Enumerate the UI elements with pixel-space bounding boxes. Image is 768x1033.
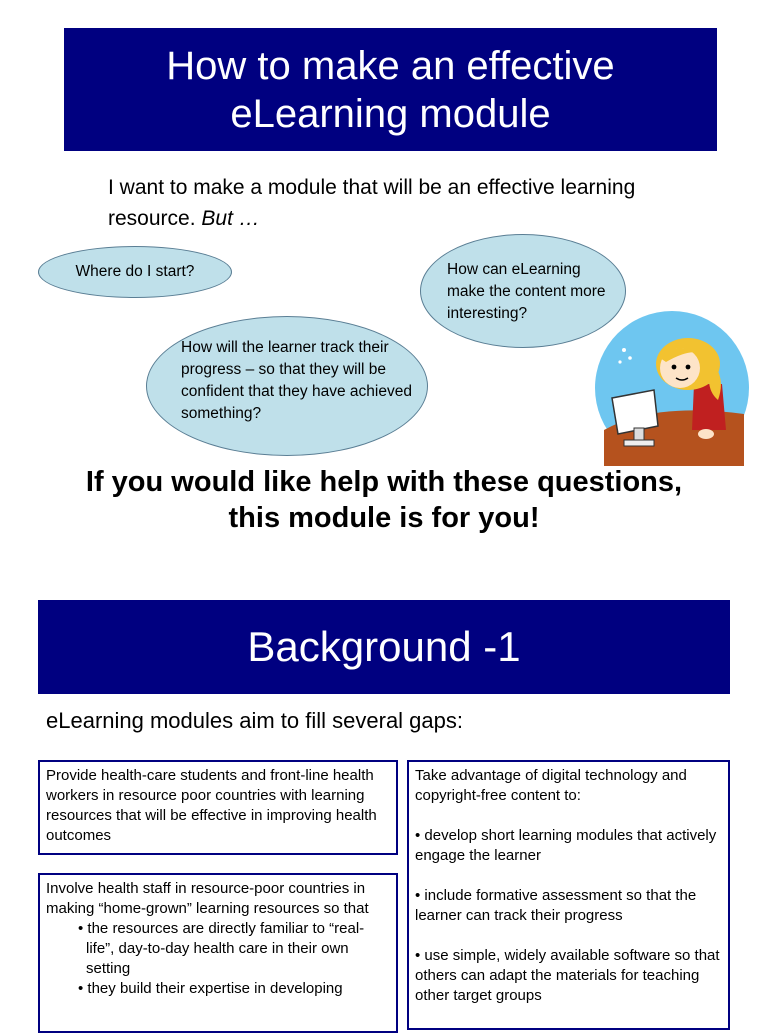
title-banner bbox=[64, 28, 717, 151]
box-involve-health-staff bbox=[38, 873, 398, 1033]
box2-lead: Involve health staff in resource-poor countries in making “home-grown” learning resources so that bbox=[46, 880, 369, 917]
background-heading: Background -1 bbox=[247, 623, 521, 670]
box3-lead: Take advantage of digital technology and copyright-free content to: bbox=[415, 767, 687, 804]
gaps-intro: eLearning modules aim to fill several gaps: bbox=[46, 708, 464, 733]
cta-line-1: If you would like help with these questions, bbox=[85, 466, 683, 498]
box3-bullet-1: • develop short learning modules that actively engage the learner bbox=[415, 827, 717, 864]
page-title bbox=[166, 42, 614, 138]
box-digital-technology bbox=[407, 760, 730, 1030]
title-line-2: eLearning module bbox=[230, 91, 551, 136]
title-line-1: How to make an effective bbox=[166, 43, 615, 88]
box3-bullet-2: • include formative assessment so that the learner can track their progress bbox=[415, 887, 697, 924]
bubble-track-progress-text: How will the learner track their progress – so that they will be confident that they have achieved something? bbox=[181, 339, 412, 422]
background-banner bbox=[38, 600, 730, 694]
bubble-more-interesting-text: How can eLearning make the content more interesting? bbox=[447, 261, 606, 322]
girl-at-computer-illustration bbox=[594, 310, 750, 466]
bubble-track-progress bbox=[146, 316, 428, 456]
cta-line-2: this module is for you! bbox=[228, 502, 540, 534]
box-health-care-students bbox=[38, 760, 398, 855]
call-to-action bbox=[0, 464, 768, 536]
box1-text: Provide health-care students and front-line health workers in resource poor countries with learning resources that will be effective in improving health outcomes bbox=[46, 767, 377, 844]
box3-bullet-3: • use simple, widely available software so that others can adapt the materials for teaching other target groups bbox=[415, 947, 720, 1004]
bubble-where-start-text: Where do I start? bbox=[75, 263, 195, 280]
box2-bullet-1: • the resources are directly familiar to “real-life”, day-to-day health care in their own setting bbox=[78, 920, 365, 977]
intro-text bbox=[108, 172, 708, 234]
intro-but: But … bbox=[201, 207, 260, 230]
bubble-where-start bbox=[38, 246, 232, 298]
intro-sentence: I want to make a module that will be an effective learning resource. bbox=[108, 176, 636, 230]
box2-bullet-2: • they build their expertise in developing bbox=[78, 980, 343, 997]
